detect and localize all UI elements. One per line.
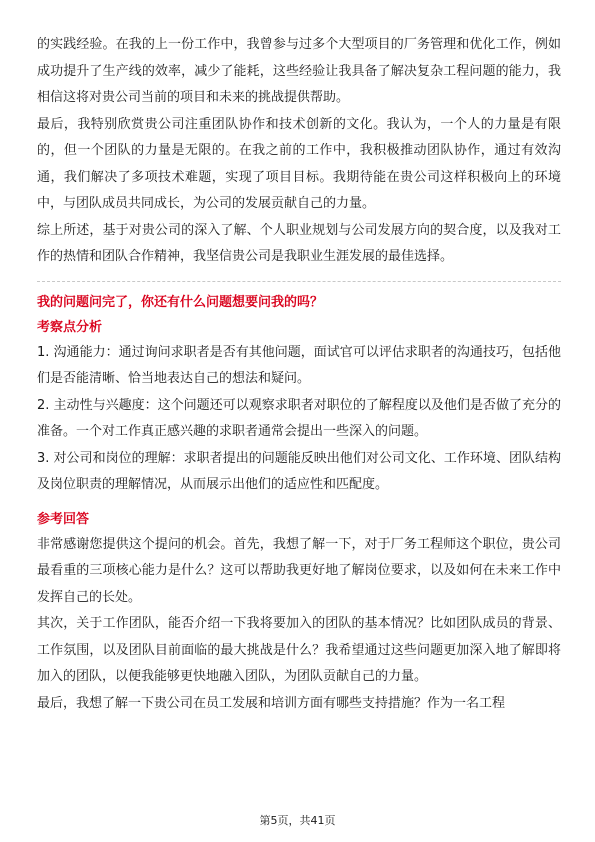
answer-title: 参考回答 bbox=[37, 511, 90, 527]
section-gap bbox=[37, 499, 561, 507]
analysis-item: 2. 主动性与兴趣度：这个问题还可以观察求职者对职位的了解程度以及他们是否做了充分的准备。一个对工作真正感兴趣的求职者通常会提出一些深入的问题。 bbox=[37, 397, 561, 439]
answer-paragraph: 其次，关于工作团队，能否介绍一下我将要加入的团队的基本情况？比如团队成员的背景、工作氛围，以及团队目前面临的最大挑战是什么？我希望通过这些问题更加深入地了解即将加入的团队，以便我能够更快地融入团队，为团队贡献自己的力量。 bbox=[37, 616, 561, 684]
answer-paragraph: 非常感谢您提供这个提问的机会。首先，我想了解一下，对于厂务工程师这个职位，贵公司最看重的三项核心能力是什么？这可以帮助我更好地了解岗位要求，以及如何在未来工作中发挥自己的长处。 bbox=[37, 536, 561, 605]
page-number: 第5页，共41页 bbox=[259, 814, 336, 827]
intro-paragraph: 最后，我特别欣赏贵公司注重团队协作和技术创新的文化。我认为，一个人的力量是有限的，但一个团队的力量是无限的。在我之前的工作中，我积极推动团队协作，通过有效沟通，我们解决了多项技术难题，实现了项目目标。我期待能在贵公司这样积极向上的环境中，与团队成员共同成长，为公司的发展贡献自己的力量。 bbox=[37, 116, 561, 211]
document-page bbox=[37, 32, 561, 717]
intro-paragraph: 综上所述，基于对贵公司的深入了解、个人职业规划与公司发展方向的契合度，以及我对工作的热情和团队合作精神，我坚信贵公司是我职业生涯发展的最佳选择。 bbox=[37, 222, 561, 264]
analysis-title: 考察点分析 bbox=[37, 319, 103, 335]
interview-question: 我的问题问完了，你还有什么问题想要问我的吗？ bbox=[37, 294, 324, 310]
intro-paragraph: 的实践经验。在我的上一份工作中，我曾参与过多个大型项目的厂务管理和优化工作，例如成功提升了生产线的效率，减少了能耗，这些经验让我具备了解决复杂工程问题的能力，我相信这将对贵公司当前的项目和未来的挑战提供帮助。 bbox=[37, 37, 561, 105]
analysis-item: 1. 沟通能力：通过询问求职者是否有其他问题，面试官可以评估求职者的沟通技巧，包括他们是否能清晰、恰当地表达自己的想法和疑问。 bbox=[37, 344, 561, 386]
answer-paragraph: 最后，我想了解一下贵公司在员工发展和培训方面有哪些支持措施？作为一名工程 bbox=[37, 695, 506, 711]
analysis-item: 3. 对公司和岗位的理解：求职者提出的问题能反映出他们对公司文化、工作环境、团队结构及岗位职责的理解情况，从而展示出他们的适应性和匹配度。 bbox=[37, 450, 561, 492]
section-divider bbox=[37, 281, 561, 282]
